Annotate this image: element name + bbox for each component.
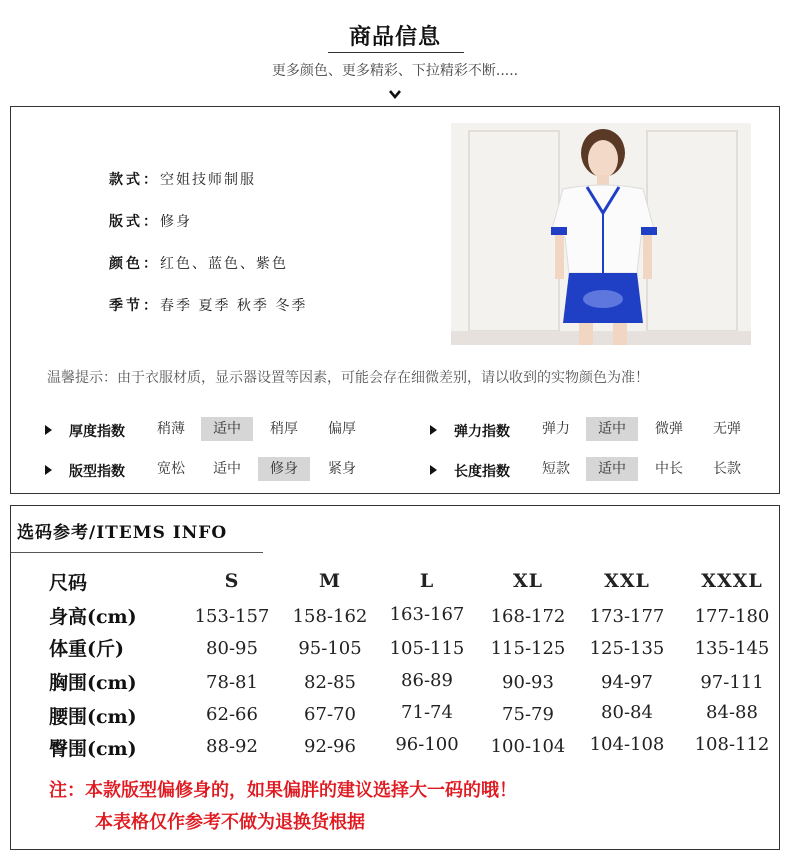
index-option: 偏厚 xyxy=(328,421,356,437)
index-option: 宽松 xyxy=(157,461,185,477)
index-label: 版型指数 xyxy=(69,464,125,480)
table-cell: 96-100 xyxy=(395,734,459,755)
attr-fit: 版式：修身 xyxy=(109,214,192,230)
index-option: 弹力 xyxy=(542,421,570,437)
index-option: 中长 xyxy=(655,461,683,477)
index-option: 紧身 xyxy=(328,461,356,477)
table-cell: 168-172 xyxy=(490,606,566,627)
warm-tip: 温馨提示：由于衣服材质，显示器设置等因素，可能会存在细微差别，请以收到的实物颜色为准！ xyxy=(47,370,649,386)
measure-label: 臀围(cm) xyxy=(49,738,137,760)
size-header: XXXL xyxy=(701,570,763,592)
table-cell: 97-111 xyxy=(700,672,764,693)
size-header: S xyxy=(224,570,240,592)
index-label: 长度指数 xyxy=(454,464,510,480)
table-cell: 90-93 xyxy=(502,672,554,693)
table-cell: 88-92 xyxy=(206,736,258,757)
measure-label: 胸围(cm) xyxy=(49,672,137,694)
index-option: 稍厚 xyxy=(270,421,298,437)
index-option: 微弹 xyxy=(655,421,683,437)
size-header: XL xyxy=(512,570,544,592)
product-photo xyxy=(451,123,751,345)
triangle-right-icon xyxy=(45,425,52,435)
triangle-right-icon xyxy=(430,425,437,435)
index-option-selected: 修身 xyxy=(258,457,310,481)
table-cell: 94-97 xyxy=(601,672,653,693)
table-cell: 108-112 xyxy=(694,734,770,755)
index-option-selected: 适中 xyxy=(201,417,253,441)
table-cell: 62-66 xyxy=(206,704,258,725)
size-disclaimer: 本表格仅作参考不做为退换货根据 xyxy=(95,812,365,833)
header xyxy=(0,0,790,100)
measure-label: 体重(斤) xyxy=(49,638,124,660)
table-cell: 86-89 xyxy=(401,670,453,691)
size-chart-title: 选码参考/ITEMS INFO xyxy=(17,523,228,543)
page-subtitle: 更多颜色、更多精彩、下拉精彩不断..... xyxy=(271,63,519,79)
index-option-selected: 适中 xyxy=(586,457,638,481)
attr-value: 红色、蓝色、紫色 xyxy=(160,256,288,272)
attr-key: 颜色 xyxy=(109,256,143,272)
measure-label: 身高(cm) xyxy=(49,606,137,628)
index-option: 稍薄 xyxy=(157,421,185,437)
attr-season: 季节：春季 夏季 秋季 冬季 xyxy=(109,298,308,314)
title-underline xyxy=(11,552,263,553)
chevron-down-icon[interactable] xyxy=(389,88,401,100)
table-cell: 67-70 xyxy=(304,704,356,725)
size-header: M xyxy=(318,570,342,592)
triangle-right-icon xyxy=(430,465,437,475)
table-cell: 75-79 xyxy=(502,704,554,725)
size-header: XXL xyxy=(604,570,650,592)
attr-value: 春季 夏季 秋季 冬季 xyxy=(160,298,308,314)
index-label: 厚度指数 xyxy=(69,424,125,440)
size-chart-panel xyxy=(10,505,780,850)
attr-style: 款式：空姐技师制服 xyxy=(109,172,256,188)
title-underline xyxy=(328,52,464,53)
index-option: 短款 xyxy=(542,461,570,477)
table-cell: 78-81 xyxy=(206,672,258,693)
triangle-right-icon xyxy=(45,465,52,475)
size-corner-label: 尺码 xyxy=(49,572,88,594)
table-cell: 125-135 xyxy=(589,638,665,659)
index-length xyxy=(396,457,781,483)
attr-key: 款式 xyxy=(109,172,143,188)
index-fit xyxy=(11,457,396,483)
table-cell: 104-108 xyxy=(589,734,665,755)
table-cell: 177-180 xyxy=(694,606,770,627)
table-cell: 158-162 xyxy=(292,606,368,627)
table-cell: 153-157 xyxy=(194,606,270,627)
table-cell: 135-145 xyxy=(694,638,770,659)
table-cell: 95-105 xyxy=(298,638,362,659)
table-cell: 115-125 xyxy=(490,638,566,659)
table-cell: 80-84 xyxy=(601,702,653,723)
table-cell: 80-95 xyxy=(206,638,258,659)
table-cell: 92-96 xyxy=(304,736,356,757)
product-info-panel xyxy=(10,106,780,494)
size-note: 注：本款版型偏修身的，如果偏胖的建议选择大一码的哦！ xyxy=(49,780,517,801)
table-cell: 84-88 xyxy=(706,702,758,723)
attr-color: 颜色：红色、蓝色、紫色 xyxy=(109,256,288,272)
attr-value: 修身 xyxy=(160,214,192,230)
index-option-selected: 适中 xyxy=(586,417,638,441)
attr-value: 空姐技师制服 xyxy=(160,172,256,188)
table-cell: 100-104 xyxy=(490,736,566,757)
index-option: 长款 xyxy=(713,461,741,477)
index-option: 无弹 xyxy=(713,421,741,437)
page-title: 商品信息 xyxy=(348,25,441,50)
table-cell: 163-167 xyxy=(389,604,465,625)
table-cell: 82-85 xyxy=(304,672,356,693)
attr-key: 版式 xyxy=(109,214,143,230)
size-header: L xyxy=(419,570,435,592)
index-option: 适中 xyxy=(213,461,241,477)
index-thickness xyxy=(11,417,396,443)
table-cell: 105-115 xyxy=(389,638,465,659)
index-label: 弹力指数 xyxy=(454,424,510,440)
table-cell: 71-74 xyxy=(401,702,453,723)
attr-key: 季节 xyxy=(109,298,143,314)
table-cell: 173-177 xyxy=(589,606,665,627)
measure-label: 腰围(cm) xyxy=(49,706,137,728)
index-elasticity xyxy=(396,417,781,443)
